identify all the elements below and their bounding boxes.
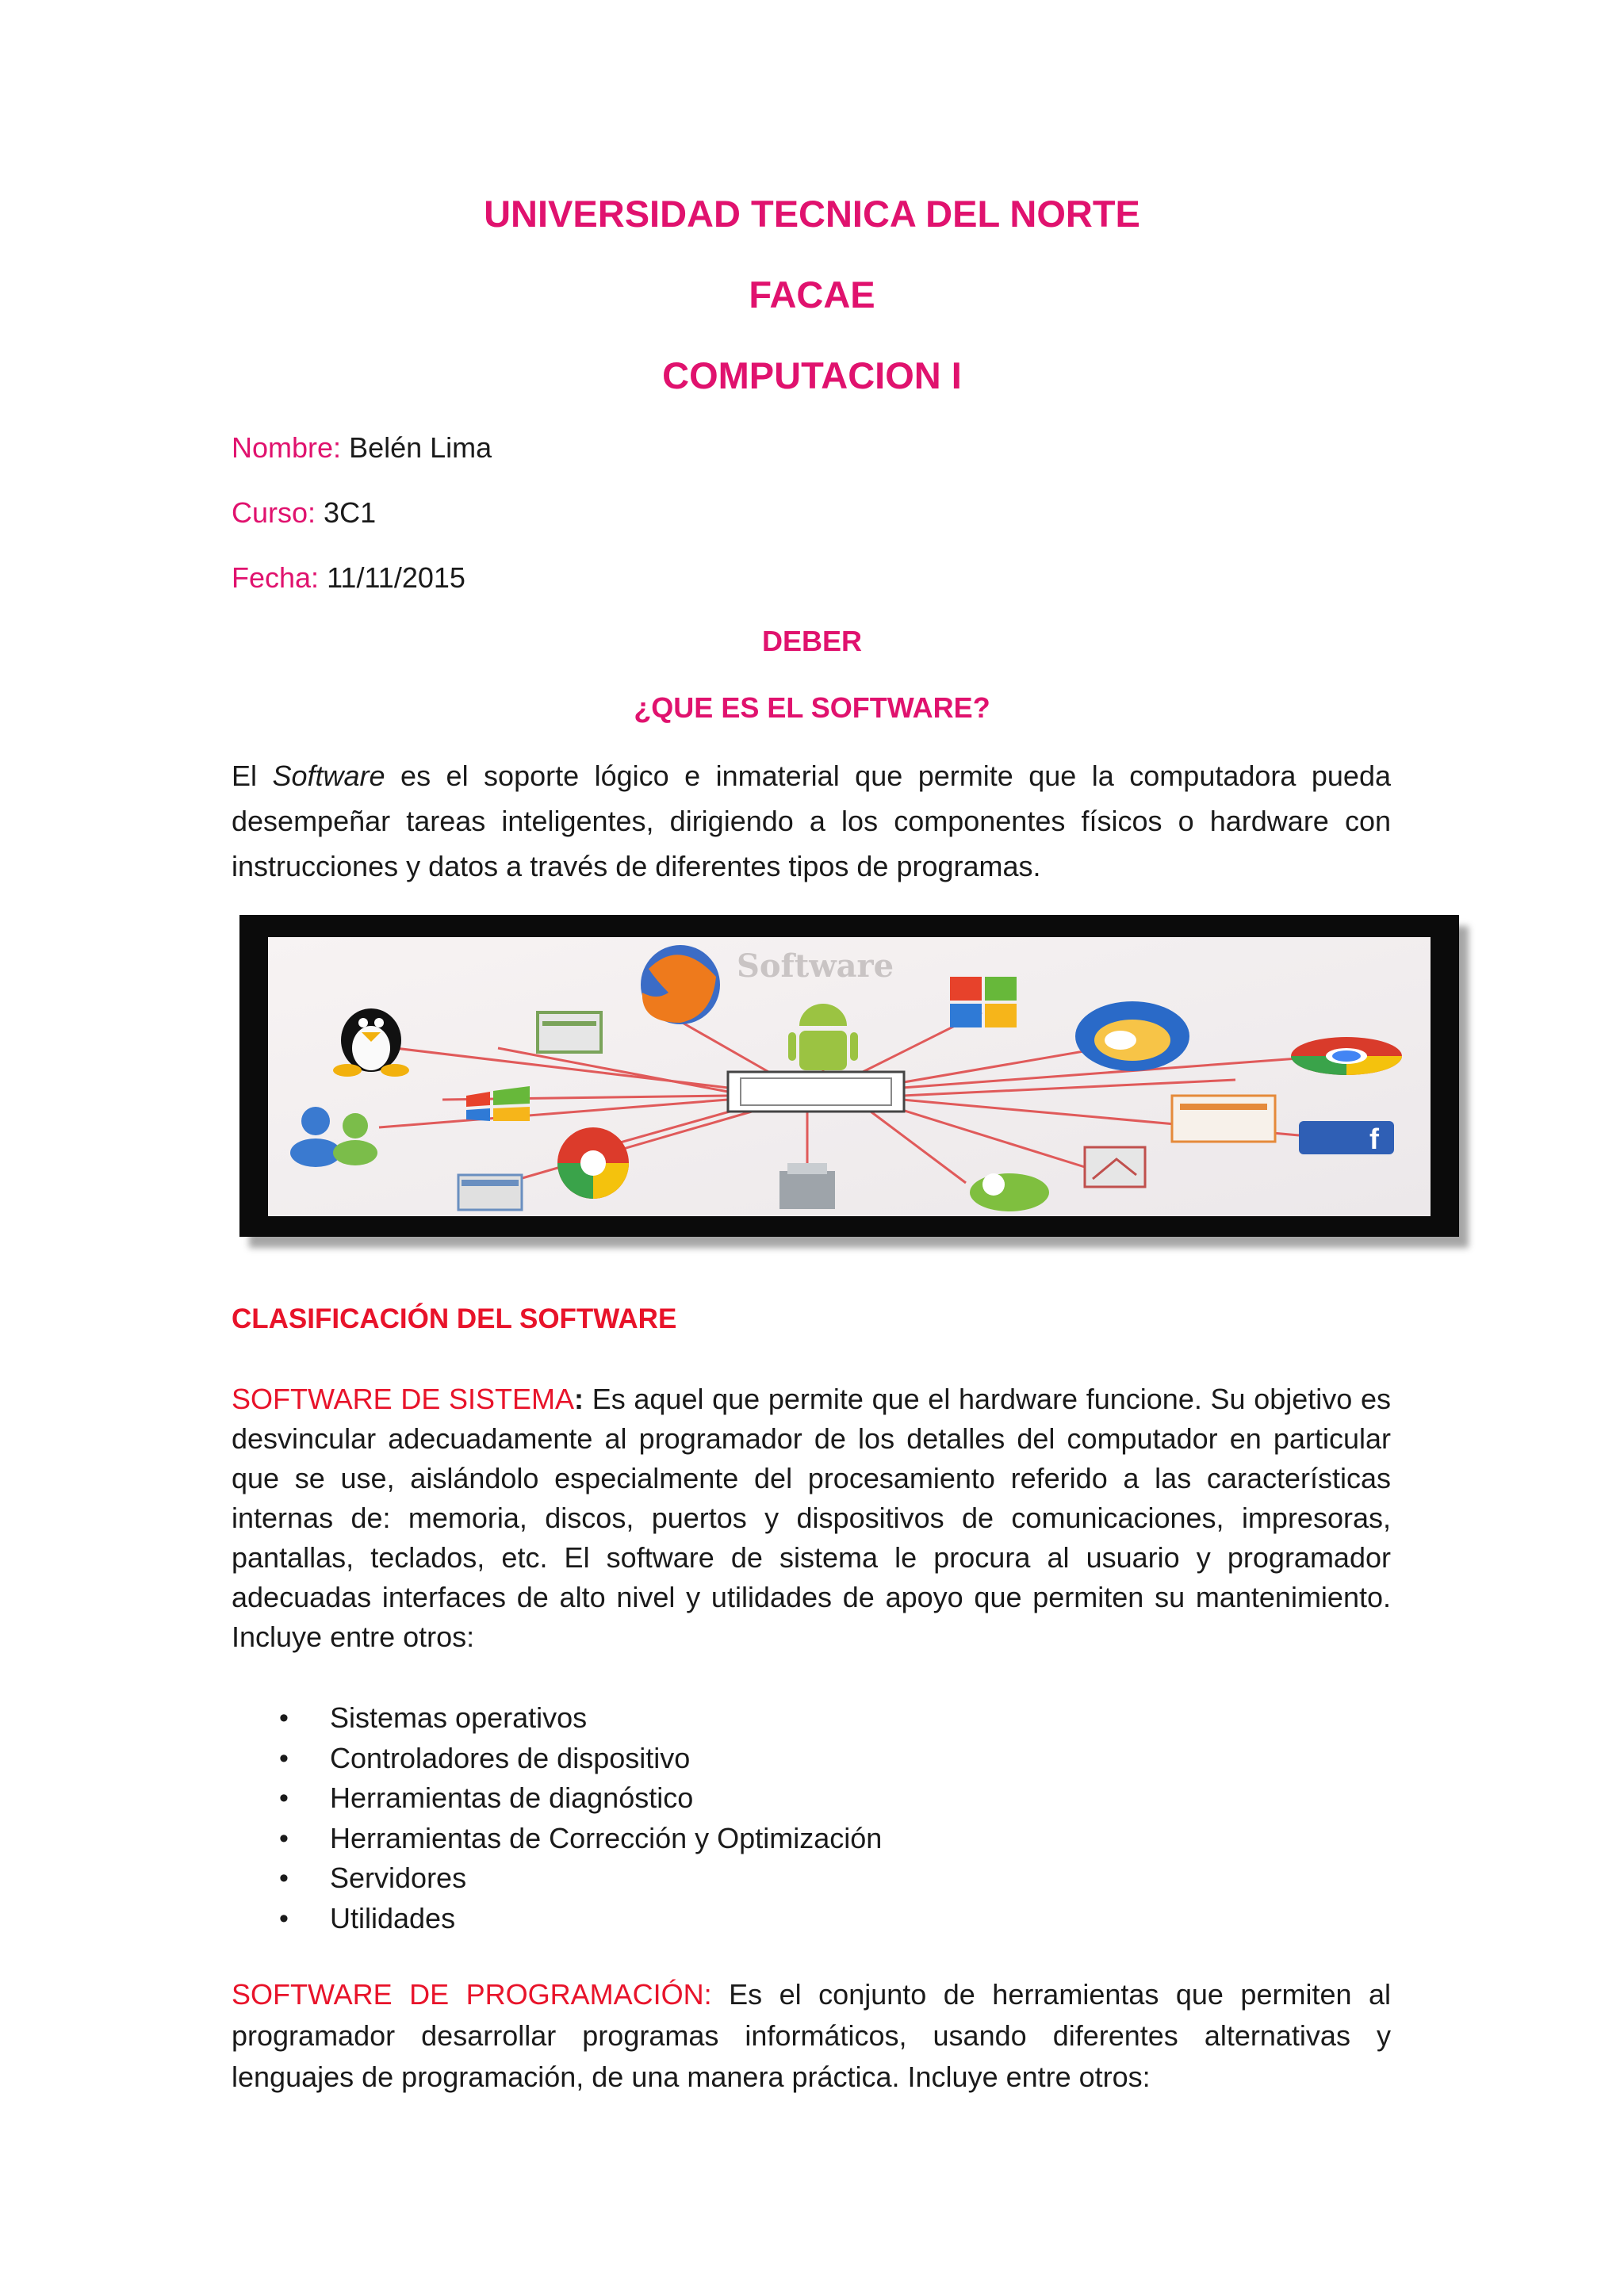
course-value: 3C1 [324, 496, 377, 529]
chrome-icon [1291, 1037, 1402, 1075]
facebook-icon [1299, 1121, 1394, 1155]
programming-software-paragraph [232, 1974, 1391, 2098]
date-line [232, 561, 465, 595]
list-item: • Herramientas de Corrección y Optimización [279, 1819, 882, 1859]
faculty-title: FACAE [749, 274, 875, 316]
question-heading: ¿QUE ES EL SOFTWARE? [634, 691, 990, 724]
list-item: • Controladores de dispositivo [279, 1739, 882, 1779]
list-item: • Sistemas operativos [279, 1698, 882, 1739]
name-value: Belén Lima [349, 431, 492, 464]
date-value: 11/11/2015 [327, 561, 465, 594]
system-software-paragraph [232, 1380, 1391, 1657]
software-diagram [268, 937, 1431, 1216]
chrome-small-icon [557, 1127, 629, 1199]
intro-paragraph [232, 753, 1391, 889]
system-software-text: Es aquel que permite que el hardware funcione. Su objetivo es desvincular adecuadamente al programador de los detalles del computador en particular que se use, aislándolo especialmente del procesamiento referido a las características internas de: memoria, discos, puertos y dispositivos de comunicaciones, impresoras, pantallas, teclados, etc. El software de sistema le procura al usuario y programador adecuadas interfaces de alto nivel y utilidades de apoyo que permiten su mantenimiento. Incluye entre otros: [232, 1383, 1391, 1653]
system-software-label: SOFTWARE DE SISTEMA [232, 1383, 575, 1415]
list-item: • Utilidades [279, 1899, 882, 1939]
assignment-type: DEBER [761, 625, 863, 657]
programming-software-label: SOFTWARE DE PROGRAMACIÓN: [232, 1978, 712, 2011]
software-diagram-image [239, 915, 1459, 1237]
classification-heading: CLASIFICACIÓN DEL SOFTWARE [232, 1303, 677, 1334]
document-icon [1172, 1096, 1275, 1142]
university-title: UNIVERSIDAD TECNICA DEL NORTE [484, 193, 1140, 235]
diagram-caption: Software [736, 947, 894, 985]
course-title: COMPUTACION I [662, 354, 962, 396]
programming-software-text: Es el conjunto de herramientas que permiten al programador desarrollar programas informáticos, usando diferentes alternativas y lenguajes de programación, de una manera práctica. Incluye entre otros: [232, 1978, 1391, 2093]
thunderbird-icon [1075, 1001, 1189, 1071]
intro-after: es el soporte lógico e inmaterial que permite que la computadora pueda desempeñar tareas inteligentes, dirigiendo a los componentes físicos o hardware con instrucciones y datos a través de diferentes tipos de programas. [232, 760, 1391, 882]
course-line [232, 496, 376, 530]
intro-italic-word: Software [272, 760, 385, 792]
window-app-icon [538, 1012, 601, 1052]
date-label: Fecha: [232, 561, 320, 594]
intro-before: El [232, 760, 273, 792]
cloud-icon [970, 1173, 1049, 1211]
svg-text:f: f [1369, 1123, 1379, 1155]
course-label: Curso: [232, 496, 316, 529]
screen-icon [1085, 1147, 1145, 1187]
list-item: • Herramientas de diagnóstico [279, 1778, 882, 1819]
system-software-colon: : [574, 1383, 584, 1415]
mail-icon [458, 1175, 522, 1210]
name-label: Nombre: [232, 431, 342, 464]
student-name-line [232, 431, 492, 465]
firefox-icon [641, 945, 720, 1024]
system-software-list [279, 1698, 882, 1938]
list-item: • Servidores [279, 1858, 882, 1899]
printer-icon [779, 1163, 835, 1209]
